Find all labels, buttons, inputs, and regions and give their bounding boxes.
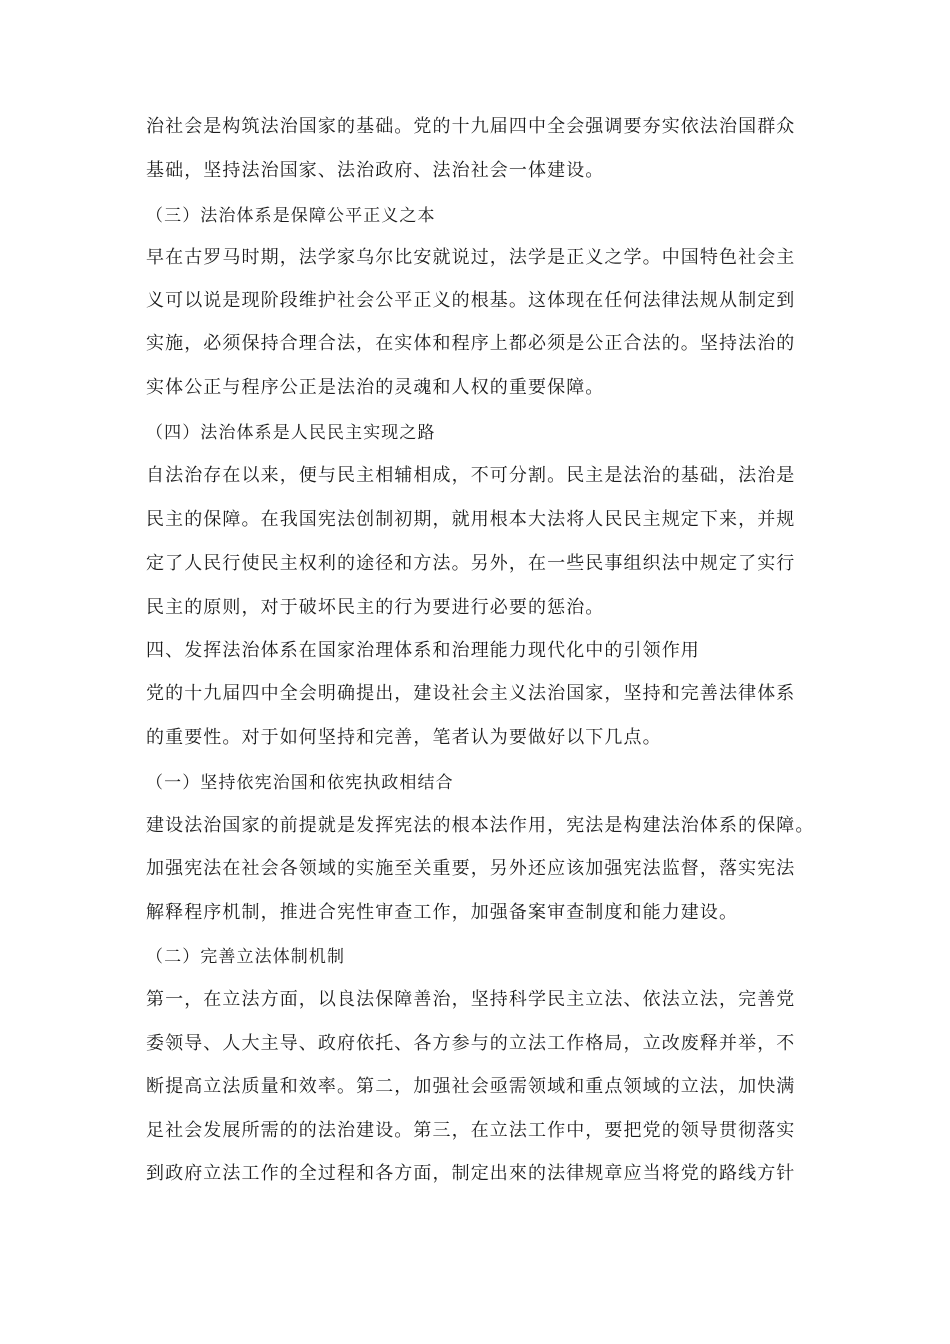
paragraph-line: 足社会发展所需的的法治建设。第三，在立法工作中，要把党的领导贯彻落实	[146, 1120, 796, 1141]
paragraph-line: 定了人民行使民主权利的途径和方法。另外，在一些民事组织法中规定了实行	[146, 553, 796, 574]
paragraph-line: 的重要性。对于如何坚持和完善，笔者认为要做好以下几点。	[146, 727, 662, 748]
paragraph-line: 加强宪法在社会各领域的实施至关重要，另外还应该加强宪法监督，落实宪法	[146, 858, 796, 879]
section-heading: （三）法治体系是保障公平正义之本	[146, 206, 436, 226]
paragraph-line: 民主的原则，对于破坏民主的行为要进行必要的惩治。	[146, 597, 605, 618]
paragraph-line: 民主的保障。在我国宪法创制初期，就用根本大法将人民民主规定下来，并规	[146, 509, 796, 530]
paragraph-line: 早在古罗马时期，法学家乌尔比安就说过，法学是正义之学。中国特色社会主	[146, 247, 796, 268]
section-heading: （一）坚持依宪治国和依宪执政相结合	[146, 773, 454, 793]
paragraph-line: 基础，坚持法治国家、法治政府、法治社会一体建设。	[146, 160, 605, 181]
paragraph-line: 解释程序机制，推进合宪性审查工作，加强备案审查制度和能力建设。	[146, 902, 739, 923]
paragraph-line: 断提高立法质量和效率。第二，加强社会亟需领域和重点领域的立法，加快满	[146, 1076, 796, 1097]
section-heading: （二）完善立法体制机制	[146, 947, 346, 967]
paragraph-line: 实体公正与程序公正是法治的灵魂和人权的重要保障。	[146, 377, 605, 398]
paragraph-line: 实施，必须保持合理合法，在实体和程序上都必须是公正合法的。坚持法治的	[146, 333, 796, 354]
chapter-heading: 四、发挥法治体系在国家治理体系和治理能力现代化中的引领作用	[146, 640, 700, 661]
paragraph-line: 到政府立法工作的全过程和各方面，制定出來的法律规章应当将党的路线方针	[146, 1163, 796, 1184]
paragraph-line: 建设法治国家的前提就是发挥宪法的根本法作用，宪法是构建法治体系的保障。	[146, 815, 815, 836]
section-heading: （四）法治体系是人民民主实现之路	[146, 423, 436, 443]
paragraph-line: 第一，在立法方面，以良法保障善治，坚持科学民主立法、依法立法，完善党	[146, 989, 796, 1010]
paragraph-line: 党的十九届四中全会明确提出，建设社会主义法治国家，坚持和完善法律体系	[146, 683, 796, 704]
paragraph-line: 治社会是构筑法治国家的基础。党的十九届四中全会强调要夯实依法治国群众	[146, 116, 796, 137]
paragraph-line: 委领导、人大主导、政府依托、各方参与的立法工作格局，立改废释并举，不	[146, 1033, 796, 1054]
paragraph-line: 义可以说是现阶段维护社会公平正义的根基。这体现在任何法律法规从制定到	[146, 290, 796, 311]
paragraph-line: 自法治存在以来，便与民主相辅相成，不可分割。民主是法治的基础，法治是	[146, 465, 796, 486]
